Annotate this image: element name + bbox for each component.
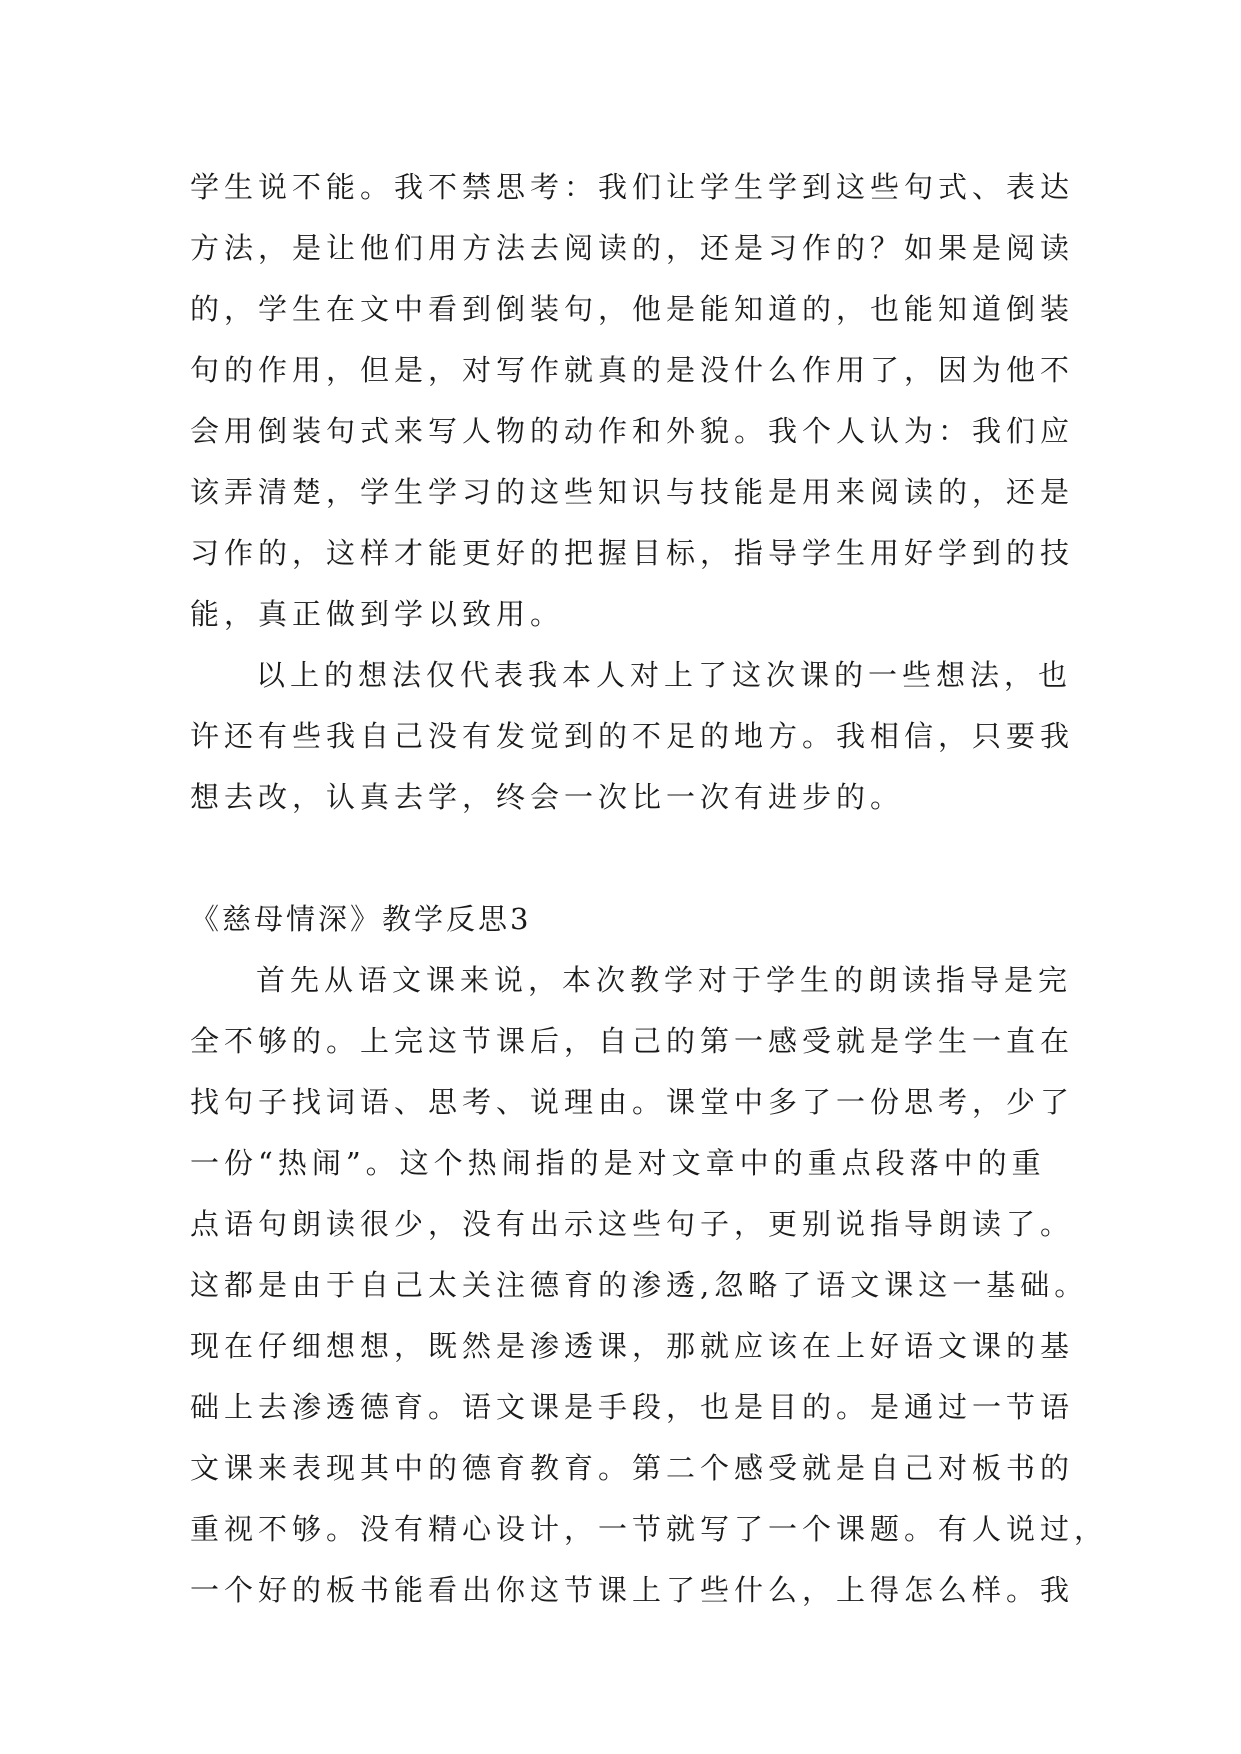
paragraph-reflection — [190, 950, 1109, 1621]
paragraph-conclusion — [190, 645, 1075, 828]
text-line: 一份“热闹”。这个热闹指的是对文章中的重点段落中的重 — [190, 1146, 1046, 1180]
text-line: 方法，是让他们用方法去阅读的，还是习作的？如果是阅读 — [190, 231, 1075, 265]
text-line: 重视不够。没有精心设计，一节就写了一个课题。有人说过， — [190, 1512, 1109, 1546]
text-line: 习作的，这样才能更好的把握目标，指导学生用好学到的技 — [190, 536, 1075, 570]
paragraph-continuation — [190, 157, 1075, 645]
text-line: 许还有些我自己没有发觉到的不足的地方。我相信，只要我 — [190, 719, 1075, 753]
text-line: 找句子找词语、思考、说理由。课堂中多了一份思考，少了 — [190, 1085, 1075, 1119]
text-line: 以上的想法仅代表我本人对上了这次课的一些想法，也 — [256, 658, 1073, 692]
text-line: 全不够的。上完这节课后，自己的第一感受就是学生一直在 — [190, 1024, 1075, 1058]
document-content — [190, 157, 1109, 1621]
text-line: 能，真正做到学以致用。 — [190, 597, 565, 631]
text-line: 文课来表现其中的德育教育。第二个感受就是自己对板书的 — [190, 1451, 1075, 1485]
text-line: 现在仔细想想，既然是渗透课，那就应该在上好语文课的基 — [190, 1329, 1075, 1363]
section-title: 《慈母情深》教学反思3 — [190, 902, 532, 936]
text-line: 会用倒装句式来写人物的动作和外貌。我个人认为：我们应 — [190, 414, 1075, 448]
text-line: 首先从语文课来说，本次教学对于学生的朗读指导是完 — [256, 963, 1073, 997]
text-line: 学生说不能。我不禁思考：我们让学生学到这些句式、表达 — [190, 170, 1075, 204]
text-line: 想去改，认真去学，终会一次比一次有进步的。 — [190, 780, 905, 814]
text-line: 句的作用，但是，对写作就真的是没什么作用了，因为他不 — [190, 353, 1075, 387]
text-line: 的，学生在文中看到倒装句，他是能知道的，也能知道倒装 — [190, 292, 1075, 326]
text-line: 一个好的板书能看出你这节课上了些什么，上得怎么样。我 — [190, 1573, 1075, 1607]
paragraph-gap — [190, 828, 1051, 889]
text-line: 点语句朗读很少，没有出示这些句子，更别说指导朗读了。 — [190, 1207, 1075, 1241]
text-line: 这都是由于自己太关注德育的渗透,忽略了语文课这一基础。 — [190, 1268, 1089, 1302]
text-line: 础上去渗透德育。语文课是手段，也是目的。是通过一节语 — [190, 1390, 1075, 1424]
text-line: 该弄清楚，学生学习的这些知识与技能是用来阅读的，还是 — [190, 475, 1075, 509]
